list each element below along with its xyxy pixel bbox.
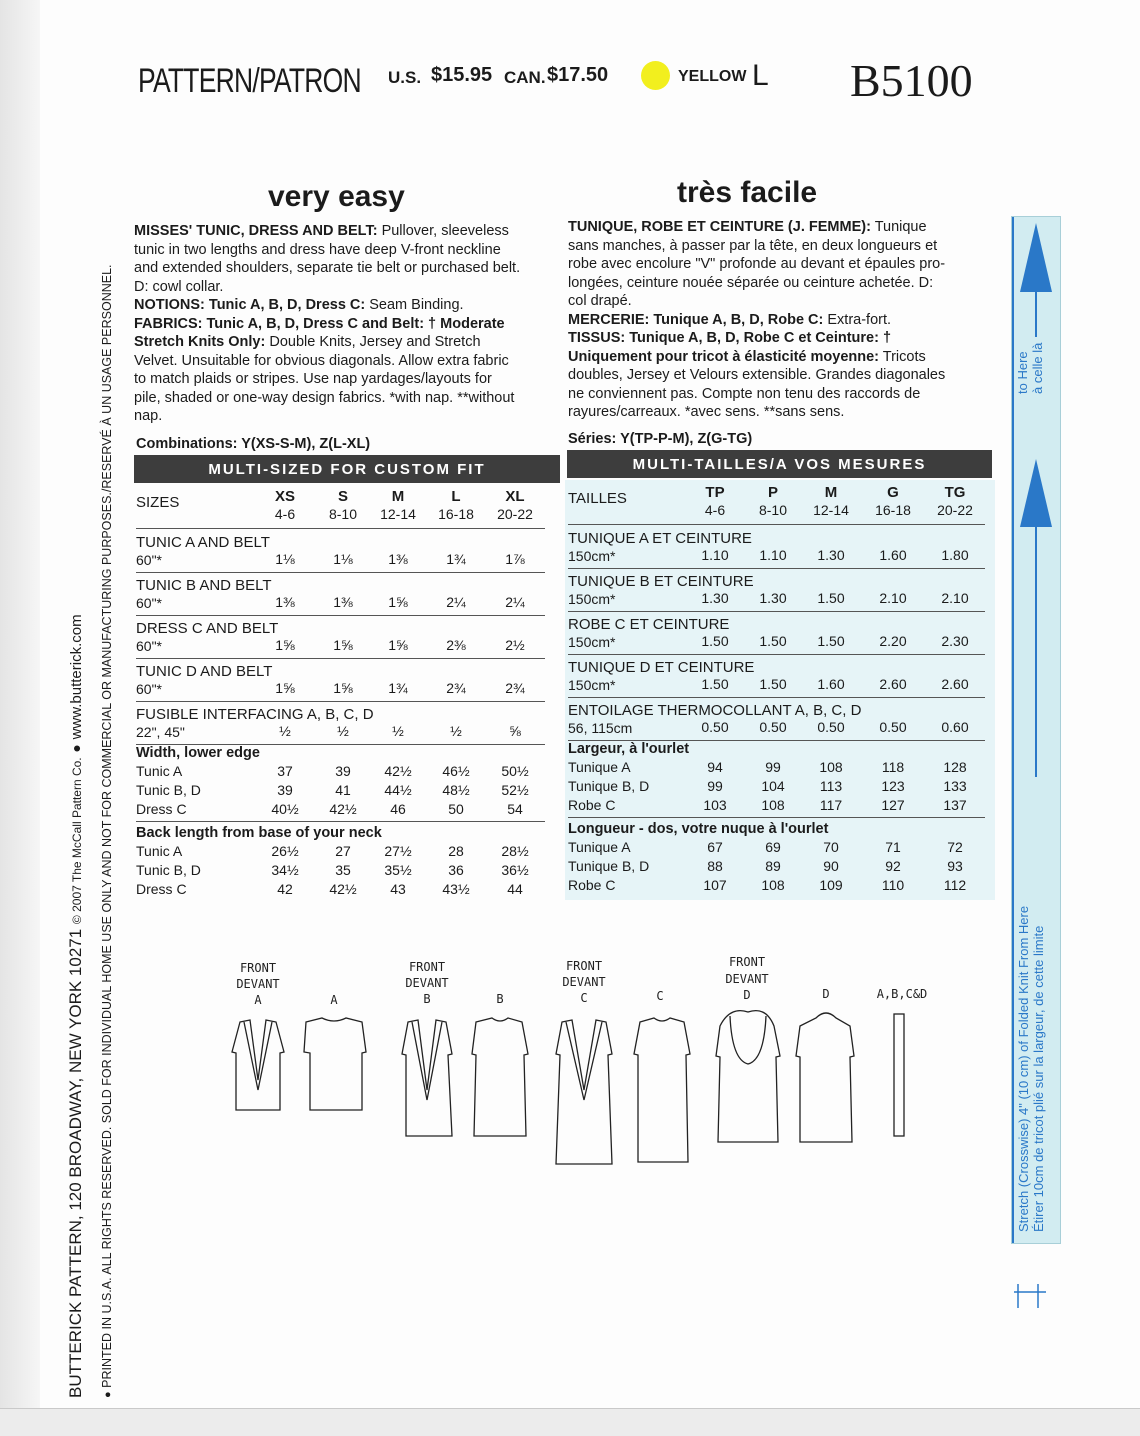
yardage-value: 1.60 (817, 676, 845, 692)
yardage-value: 1⅛ (275, 551, 295, 567)
yardage-value: 0.50 (817, 719, 845, 735)
yardage-value: 1.50 (759, 633, 787, 649)
width-value: 54 (507, 801, 523, 817)
table-rule (136, 572, 545, 573)
yardage-value: 2.10 (941, 590, 969, 606)
fabric-width: 150cm* (568, 677, 616, 693)
yardage-value: 2.30 (941, 633, 969, 649)
yardage-value: 1.30 (817, 547, 845, 563)
fabrics-label2: Stretch Knits Only: (134, 334, 266, 350)
yardage-value: ½ (337, 723, 349, 739)
view-label-front: FRONT (408, 960, 446, 974)
fabric-width: 60"* (136, 681, 162, 697)
width-value: 42½ (329, 801, 357, 817)
desc-title-fr: TUNIQUE, ROBE ET CEINTURE (J. FEMME): (568, 219, 871, 235)
website: www.butterick.com (68, 614, 85, 740)
size-number: 12-14 (380, 506, 416, 522)
fabrics-line: pile, shaded or one-way design fabrics. *with nap. **without (134, 389, 515, 406)
yardage-value: 2¾ (446, 680, 466, 696)
width-value: 94 (707, 759, 723, 775)
table-rule (568, 524, 985, 525)
description-fr (568, 218, 992, 422)
width-value: 128 (943, 759, 967, 775)
width-value: 133 (943, 778, 967, 794)
desc-line: and extended shoulders, separate tie belt or purchased belt. (134, 260, 521, 276)
width-value: 99 (765, 759, 781, 775)
table-rule (568, 697, 985, 698)
yardage-value: 1.50 (759, 676, 787, 692)
desc-line: Tunique (874, 219, 927, 235)
combinations-en: Combinations: Y(XS-S-M), Z(L-XL) (136, 436, 371, 452)
yardage-value: 1⅝ (388, 637, 408, 653)
gauge-instruction (1016, 906, 1046, 1232)
garment-name: Tunic A (136, 843, 183, 859)
back-length-value: 28½ (501, 843, 529, 859)
garment-name: Robe C (568, 797, 616, 813)
back-length-value: 44 (507, 881, 523, 897)
back-length-value: 112 (943, 877, 967, 893)
back-length-value: 89 (765, 858, 781, 874)
yardage-value: 2¼ (446, 594, 466, 610)
width-value: 117 (819, 797, 843, 813)
view-label-letter: D (822, 987, 830, 1001)
size-code: TP (705, 484, 725, 501)
color-name: YELLOW (678, 68, 747, 85)
garment-name: FUSIBLE INTERFACING A, B, C, D (136, 706, 374, 723)
view-label-devant: DEVANT (562, 975, 606, 989)
gauge-line: Étirer 10cm de tricot plié sur la largeur, de cette limite (1031, 925, 1046, 1232)
fabrics-line: Tricots (882, 348, 926, 365)
table-rule (136, 658, 545, 659)
garment-name: TUNIC B AND BELT (136, 577, 272, 594)
level-en: very easy (268, 180, 405, 213)
back-length-value: 35½ (384, 862, 412, 878)
us-label: U.S. (388, 68, 422, 87)
width-value: 46 (390, 801, 406, 817)
width-value: 50½ (501, 763, 529, 779)
color-dot (641, 61, 670, 90)
technical-drawings (200, 950, 940, 1180)
garment-name: Tunique B, D (568, 858, 650, 874)
yardage-value: 1.50 (701, 633, 729, 649)
yardage-value: 0.50 (701, 719, 729, 735)
garment-name: TUNIC A AND BELT (136, 534, 270, 551)
size-range: L (752, 59, 769, 92)
legal-text: PRINTED IN U.S.A. ALL RIGHTS RESERVED. SOLD FOR INDIVIDUAL HOME USE ONLY AND NOT FOR COMMERCIAL OR MANUFACTURING PURPOSES./RESERVÉ À UN USAGE PERSONNEL. (100, 264, 114, 1388)
tunic-b-front (402, 1020, 452, 1136)
width-title: Width, lower edge (136, 745, 260, 761)
gauge-label: to Here (1015, 351, 1030, 394)
back-length-value: 67 (707, 839, 723, 855)
garment-name: ENTOILAGE THERMOCOLLANT A, B, C, D (568, 702, 862, 719)
width-value: 118 (881, 759, 905, 775)
yardage-value: 1.80 (941, 547, 969, 563)
back-length-value: 26½ (271, 843, 299, 859)
yardage-value: 1.60 (879, 547, 907, 563)
yardage-value: 1.30 (701, 590, 729, 606)
back-length-value: 71 (885, 839, 901, 855)
width-value: 127 (881, 797, 905, 813)
description-en (134, 222, 560, 426)
view-label-devant: DEVANT (405, 976, 449, 990)
combinations-fr: Séries: Y(TP-P-M), Z(G-TG) (568, 431, 753, 447)
legal-notice: ● PRINTED IN U.S.A. ALL RIGHTS RESERVED. SOLD FOR INDIVIDUAL HOME USE ONLY AND NOT FOR COMMERCIAL OR MANUFACTURING PURPOSES./RESERVÉ À UN USAGE PERSONNEL. (100, 264, 114, 1398)
garment-name: TUNIC D AND BELT (136, 663, 273, 680)
fabric-width: 22", 45" (136, 724, 185, 740)
back-length-value: 69 (765, 839, 781, 855)
garment-name: ROBE C ET CEINTURE (568, 616, 730, 633)
width-value: 137 (943, 797, 967, 813)
fabrics-label-en: FABRICS: Tunic A, B, D, Dress C and Belt: † Moderate (134, 315, 505, 332)
tunic-a-front (232, 1020, 284, 1110)
notions-text: Extra-fort. (827, 311, 892, 328)
table-rule (568, 654, 985, 655)
yardage-value: 1⅝ (388, 594, 408, 610)
back-length-value: 70 (823, 839, 839, 855)
yardage-value: 1.10 (759, 547, 787, 563)
tunic-b-back (472, 1018, 528, 1136)
width-value: 46½ (442, 763, 470, 779)
table-rule (136, 615, 545, 616)
size-code: L (451, 488, 461, 505)
yardage-value: 0.50 (759, 719, 787, 735)
yardage-value: 1⅞ (505, 551, 525, 567)
width-value: 41 (335, 782, 351, 798)
size-number: 16-18 (438, 506, 474, 522)
size-number: 8-10 (758, 502, 788, 518)
yardage-value: 2⅜ (446, 637, 466, 653)
pattern-label: PATTERN/PATRON (138, 62, 361, 100)
sizes-label: SIZES (136, 494, 180, 511)
view-label-letter: A,B,C&D (876, 987, 928, 1001)
yardage-value: 2.10 (879, 590, 907, 606)
back-length-value: 93 (947, 858, 963, 874)
width-value: 104 (761, 778, 785, 794)
width-value: 44½ (384, 782, 412, 798)
notions-text: Seam Binding. (369, 297, 464, 313)
size-number: 4-6 (704, 502, 726, 518)
yardage-value: ½ (392, 723, 404, 739)
back-length-value: 107 (703, 877, 727, 893)
view-label-letter: B (423, 992, 431, 1006)
publisher-line: BUTTERICK PATTERN, 120 BROADWAY, NEW YORK 10271 (66, 928, 85, 1398)
width-value: 113 (819, 778, 843, 794)
view-label-letter: C (656, 989, 664, 1003)
garment-name: Tunique B, D (568, 778, 650, 794)
view-label-letter: B (496, 992, 504, 1006)
notions-label-en: NOTIONS: Tunic A, B, D, Dress C: (134, 297, 366, 313)
width-value: 108 (761, 797, 785, 813)
width-value: 108 (819, 759, 843, 775)
size-code: TG (944, 484, 966, 501)
size-code: XS (274, 488, 295, 505)
view-label-letter: D (743, 988, 751, 1002)
back-length-value: 27 (335, 843, 351, 859)
width-value: 103 (703, 797, 727, 813)
yardage-value: 1.30 (759, 590, 787, 606)
desc-title-en: MISSES' TUNIC, DRESS AND BELT: (134, 223, 378, 239)
garment-name: Tunic A (136, 763, 183, 779)
desc-line: Pullover, sleeveless (381, 223, 509, 239)
fabrics-line: to match plaids or stripes. Use nap yardages/layouts for (134, 371, 492, 387)
size-number: 12-14 (813, 502, 849, 518)
garment-name: Tunique A (568, 839, 631, 855)
yardage-value: 2¼ (505, 594, 525, 610)
tunic-a-back (304, 1018, 366, 1110)
yardage-value: ⅝ (509, 723, 521, 739)
view-labels (236, 955, 927, 1007)
table-rule (568, 568, 985, 569)
yardage-value: 1¾ (446, 551, 466, 567)
yardage-value: 1⅛ (333, 551, 353, 567)
size-number: 16-18 (875, 502, 911, 518)
fabric-width: 60"* (136, 638, 162, 654)
yardage-value: 1⅜ (275, 594, 295, 610)
gauge-label: à celle là (1030, 342, 1045, 394)
multisize-bar-en: MULTI-SIZED FOR CUSTOM FIT (134, 455, 560, 483)
fabrics-label2: Uniquement pour tricot à élasticité moyenne: (568, 348, 879, 365)
table-rule (136, 528, 545, 529)
dress-c-back (634, 1018, 690, 1162)
copyright: © 2007 The McCall Pattern Co. (70, 757, 84, 925)
back-length-title: Longueur - dos, votre nuque à l'ourlet (568, 821, 829, 837)
width-value: 40½ (271, 801, 299, 817)
yardage-value: 1.50 (701, 676, 729, 692)
back-length-value: 42 (277, 881, 293, 897)
back-length-value: 35 (335, 862, 351, 878)
back-length-value: 109 (819, 877, 843, 893)
back-length-value: 28 (448, 843, 464, 859)
table-rule (568, 611, 985, 612)
back-length-value: 110 (881, 877, 905, 893)
table-rule (568, 817, 985, 818)
desc-line: col drapé. (568, 293, 632, 309)
pattern-number: B5100 (850, 55, 973, 106)
fabrics-label-fr: TISSUS: Tunique A, B, D, Robe C et Ceinture: † (568, 330, 892, 346)
tunic-d-front (716, 1011, 780, 1142)
yardage-value: ½ (279, 723, 291, 739)
can-label: CAN. (504, 68, 546, 87)
desc-line: longées, ceinture nouée séparée ou ceinture achetée. D: (568, 274, 934, 291)
back-length-value: 34½ (271, 862, 299, 878)
desc-line: robe avec encolure "V" profonde au devant et épaules pro- (568, 256, 946, 272)
view-label-letter: C (580, 991, 588, 1005)
width-value: 48½ (442, 782, 470, 798)
width-value: 99 (707, 778, 723, 794)
paper-edge-left (0, 0, 40, 1436)
back-length-value: 27½ (384, 843, 412, 859)
view-label-front: FRONT (565, 959, 603, 973)
fabric-width: 150cm* (568, 634, 616, 650)
yardage-value: 1.10 (701, 547, 729, 563)
view-label-letter: A (330, 993, 338, 1007)
arrow-up-icon (1020, 223, 1052, 292)
desc-line: D: cowl collar. (134, 278, 224, 295)
back-length-value: 43 (390, 881, 406, 897)
yardage-value: 0.50 (879, 719, 907, 735)
desc-line: tunic in two lengths and dress have deep V-front neckline (134, 241, 501, 258)
yardage-value: 2.60 (941, 676, 969, 692)
size-code: S (337, 488, 348, 505)
width-value: 50 (448, 801, 464, 817)
back-length-value: 108 (761, 877, 785, 893)
desc-line: sans manches, à passer par la tête, en deux longueurs et (568, 237, 938, 254)
paper-edge-bottom (0, 1408, 1140, 1436)
width-value: 42½ (384, 763, 412, 779)
back-length-value: 72 (947, 839, 963, 855)
fabrics-line: Double Knits, Jersey and Stretch (269, 334, 481, 350)
view-label-devant: DEVANT (236, 977, 280, 991)
width-value: 39 (277, 782, 293, 798)
garment-name: TUNIQUE A ET CEINTURE (568, 530, 752, 547)
fabrics-line: Velvet. Unsuitable for obvious diagonals. Allow extra fabric (134, 352, 509, 369)
garment-name: DRESS C AND BELT (136, 620, 279, 637)
garment-name: Tunic B, D (136, 862, 201, 878)
yardage-value: 1.50 (817, 590, 845, 606)
width-value: 39 (335, 763, 351, 779)
size-code: M (391, 488, 405, 505)
yardage-value: 1⅝ (333, 637, 353, 653)
table-rule (136, 821, 545, 822)
yardage-value: 2.60 (879, 676, 907, 692)
yardage-value: 2.20 (879, 633, 907, 649)
fabrics-line: nap. (134, 408, 163, 424)
back-length-value: 42½ (329, 881, 357, 897)
yardage-value: 1⅝ (275, 680, 295, 696)
sizes-label: TAILLES (568, 490, 627, 507)
multisize-bar-fr: MULTI-TAILLES/A VOS MESURES (567, 450, 992, 478)
size-code: P (767, 484, 778, 501)
back-length-value: 36 (448, 862, 464, 878)
width-value: 123 (881, 778, 905, 794)
gauge-tohere (1015, 343, 1045, 394)
view-label-letter: A (254, 993, 262, 1007)
size-code: XL (505, 488, 525, 505)
fabric-width: 150cm* (568, 591, 616, 607)
fabric-width: 56, 115cm (568, 720, 633, 736)
back-length-value: 43½ (442, 881, 470, 897)
fabrics-line: doubles, Jersey et Velours extensible. Grandes diagonales (568, 367, 946, 383)
size-code: M (824, 484, 838, 501)
yardage-value: 1⅝ (275, 637, 295, 653)
garment-name: Dress C (136, 881, 187, 897)
fabrics-line: ne conviennent pas. Compte non tenu des raccords de (568, 385, 921, 402)
table-rule (136, 701, 545, 702)
back-length-value: 90 (823, 858, 839, 874)
back-length-title: Back length from base of your neck (136, 825, 382, 841)
view-label-front: FRONT (728, 955, 766, 969)
garment-name: TUNIQUE D ET CEINTURE (568, 659, 755, 676)
dress-c-front (556, 1020, 612, 1164)
garment-name: Robe C (568, 877, 616, 893)
fabric-width: 60"* (136, 595, 162, 611)
back-length-value: 88 (707, 858, 723, 874)
yardage-value: 0.60 (941, 719, 969, 735)
yardage-value: 1¾ (388, 680, 408, 696)
fabrics-line: rayures/carreaux. *avec sens. **sans sens. (568, 404, 845, 420)
yardage-value: 1.50 (817, 633, 845, 649)
yardage-value: 2¾ (505, 680, 525, 696)
belt (894, 1014, 904, 1136)
publisher-address: BUTTERICK PATTERN, 120 BROADWAY, NEW YORK 10271 © 2007 The McCall Pattern Co. ● www.butterick.com (66, 614, 85, 1398)
size-number: 4-6 (274, 506, 296, 522)
size-code: G (887, 484, 899, 501)
width-value: 37 (277, 763, 293, 779)
garment-name: TUNIQUE B ET CEINTURE (568, 573, 754, 590)
fabric-width: 150cm* (568, 548, 616, 564)
can-price: $17.50 (547, 64, 609, 86)
yardage-value: 1⅜ (333, 594, 353, 610)
level-fr: très facile (677, 176, 818, 209)
gauge-start-mark (1010, 1280, 1050, 1310)
size-number: 20-22 (497, 506, 533, 522)
garment-name: Tunic B, D (136, 782, 201, 798)
us-price: $15.95 (431, 64, 493, 86)
back-length-value: 92 (885, 858, 901, 874)
yardage-value: ½ (450, 723, 462, 739)
garment-name: Dress C (136, 801, 187, 817)
notions-label-fr: MERCERIE: Tunique A, B, D, Robe C: (568, 311, 824, 328)
yardage-value: 1⅝ (333, 680, 353, 696)
width-title: Largeur, à l'ourlet (568, 741, 690, 757)
fabric-width: 60"* (136, 552, 162, 568)
yardage-value: 2½ (505, 637, 525, 653)
size-number: 8-10 (328, 506, 358, 522)
arrow-up-icon (1020, 459, 1052, 527)
view-label-devant: DEVANT (725, 972, 769, 986)
width-value: 52½ (501, 782, 529, 798)
size-number: 20-22 (937, 502, 973, 518)
garment-name: Tunique A (568, 759, 631, 775)
back-length-value: 36½ (501, 862, 529, 878)
gauge-line: Stretch (Crosswise) 4" (10 cm) of Folded Knit From Here (1016, 905, 1031, 1232)
view-label-front: FRONT (239, 961, 277, 975)
yardage-value: 1⅜ (388, 551, 408, 567)
tunic-d-back (796, 1013, 854, 1142)
